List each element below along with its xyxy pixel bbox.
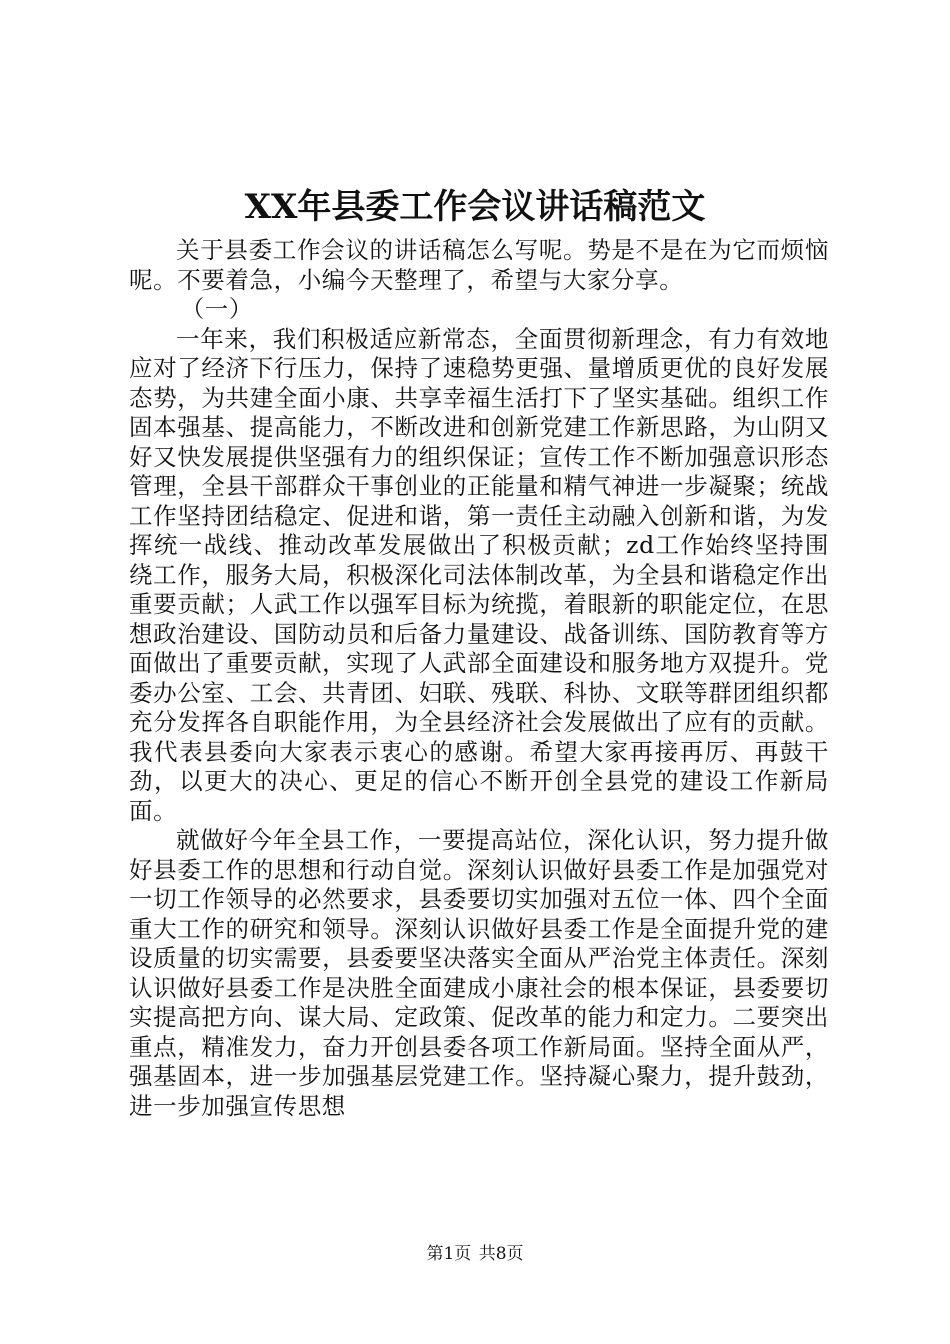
page-total: 共8页 bbox=[478, 1244, 524, 1264]
body-paragraph-2: 就做好今年全县工作，一要提高站位，深化认识，努力提升做好县委工作的思想和行动自觉。深刻认识做好县委工作是加强党对一切工作领导的必然要求，县委要切实加强对五位一体、四个全面重大工作的研究和领导。深刻认识做好县委工作是全面提升党的建设质量的切实需要，县委要坚决落实全面从严治党主体责任。深刻认识做好县委工作是决胜全面建成小康社会的根本保证，县委要切实提高把方向、谋大局、定政策、促改革的能力和定力。二要突出重点，精准发力，奋力开创县委各项工作新局面。坚持全面从严，强基固本，进一步加强基层党建工作。坚持凝心聚力，提升鼓劲，进一步加强宣传思想 bbox=[129, 826, 829, 1120]
document-body bbox=[129, 236, 829, 1121]
document-title: XX年县委工作会议讲话稿范文 bbox=[244, 187, 706, 227]
section-heading: （一） bbox=[180, 295, 253, 323]
page-footer bbox=[0, 1242, 950, 1266]
page-number: 第1页 bbox=[426, 1244, 472, 1264]
intro-paragraph: 关于县委工作会议的讲话稿怎么写呢。势是不是在为它而烦恼呢。不要着急，小编今天整理了，希望与大家分享。 bbox=[129, 236, 829, 294]
body-paragraph-1: 一年来，我们积极适应新常态，全面贯彻新理念，有力有效地应对了经济下行压力，保持了速稳势更强、量增质更优的良好发展态势，为共建全面小康、共享幸福生活打下了坚实基础。组织工作固本强基、提高能力，不断改进和创新党建工作新思路，为山阴又好又快发展提供坚强有力的组织保证；宣传工作不断加强意识形态管理，全县干部群众干事创业的正能量和精气神进一步凝聚；统战工作坚持团结稳定、促进和谐，第一责任主动融入创新和谐，为发挥统一战线、推动改革发展做出了积极贡献；zd工作始终坚持围绕工作，服务大局，积极深化司法体制改革，为全县和谐稳定作出重要贡献；人武工作以强军目标为统揽，着眼新的职能定位，在思想政治建设、国防动员和后备力量建设、战备训练、国防教育等方面做出了重要贡献，实现了人武部全面建设和服务地方双提升。党委办公室、工会、共青团、妇联、残联、科协、文联等群团组织都充分发挥各自职能作用，为全县经济社会发展做出了应有的贡献。我代表县委向大家表示衷心的感谢。希望大家再接再厉、再鼓干劲，以更大的决心、更足的信心不断开创全县党的建设工作新局面。 bbox=[129, 324, 829, 825]
